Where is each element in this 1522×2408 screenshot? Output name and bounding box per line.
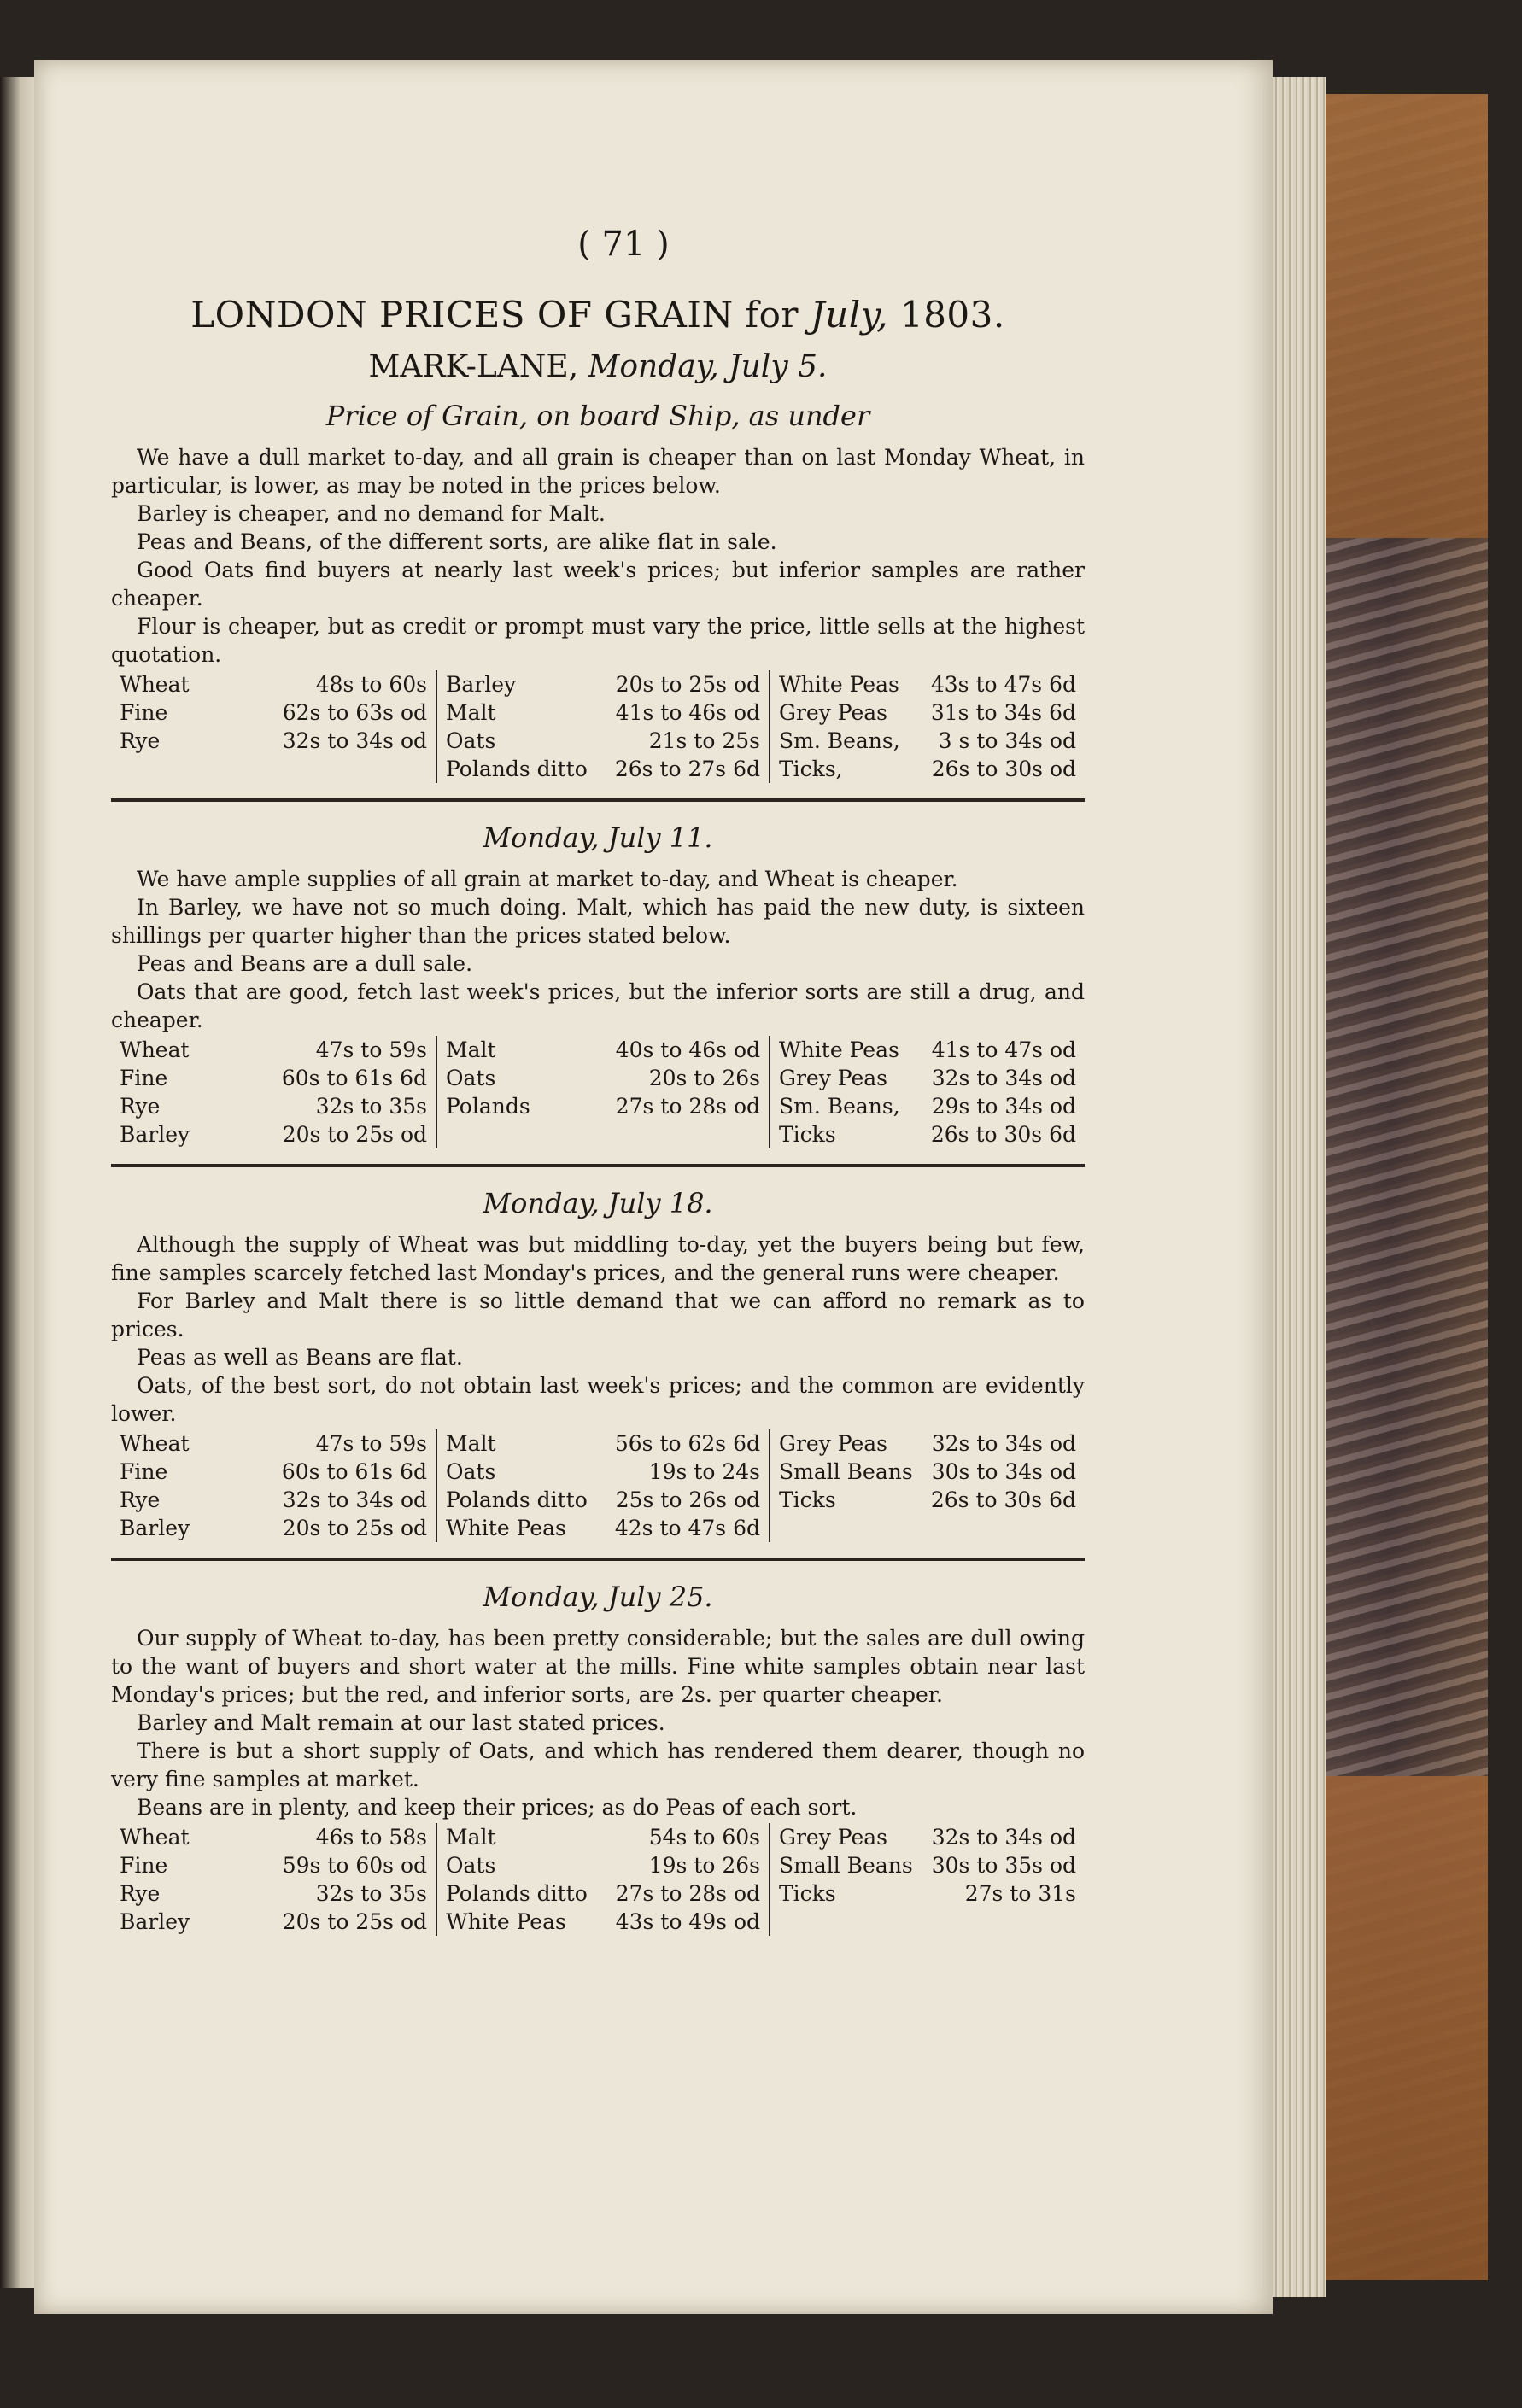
price-row <box>779 1064 1076 1092</box>
price-row <box>120 1120 427 1148</box>
price-column <box>111 1823 436 1936</box>
grain-price: 3 s to 34s od <box>938 728 1076 753</box>
grain-price: 46s to 58s <box>315 1825 427 1850</box>
report-paragraph: In Barley, we have not so much doing. Malt, which has paid the new duty, is sixteen shillings per quarter higher than the prices stated below. <box>111 895 1085 948</box>
price-row <box>120 698 427 727</box>
grain-name: Rye <box>120 728 161 753</box>
title-main: LONDON PRICES OF GRAIN for <box>190 294 811 336</box>
price-column <box>111 1036 436 1148</box>
grain-price: 40s to 46s od <box>615 1037 760 1062</box>
price-column <box>769 1036 1085 1148</box>
page-title <box>111 293 1085 337</box>
grain-price: 26s to 30s od <box>931 757 1076 781</box>
grain-price: 62s to 63s od <box>282 700 427 725</box>
grain-price: 32s to 34s od <box>282 1487 427 1512</box>
section-rule <box>111 798 1085 802</box>
price-column <box>436 1036 769 1148</box>
grain-price: 60s to 61s 6d <box>281 1459 427 1484</box>
grain-price: 26s to 27s 6d <box>614 757 760 781</box>
grain-name: White Peas <box>779 672 899 697</box>
section-rule <box>111 1164 1085 1167</box>
report-paragraph: Peas and Beans are a dull sale. <box>137 951 473 976</box>
price-row <box>446 1458 760 1486</box>
grain-name: Small Beans <box>779 1853 913 1878</box>
grain-name: Ticks <box>779 1487 836 1512</box>
price-row <box>120 1036 427 1064</box>
price-row <box>446 1064 760 1092</box>
market-subtitle <box>111 346 1085 389</box>
price-row <box>446 1851 760 1879</box>
grain-price: 32s to 35s <box>315 1881 427 1906</box>
grain-price: 41s to 47s od <box>931 1037 1076 1062</box>
grain-name: Fine <box>120 1853 168 1878</box>
grain-name: Barley <box>120 1909 190 1934</box>
grain-name: Oats <box>446 728 496 753</box>
grain-price: 19s to 26s <box>648 1853 760 1878</box>
price-row <box>446 1879 760 1908</box>
report-paragraph: There is but a short supply of Oats, and which has rendered them dearer, though no very fine samples at market. <box>111 1739 1085 1791</box>
grain-price: 27s to 28s od <box>615 1094 760 1119</box>
report-paragraph: Barley and Malt remain at our last stated prices. <box>137 1710 665 1735</box>
report-paragraph: Good Oats find buyers at nearly last week's prices; but inferior samples are rather cheaper. <box>111 558 1085 611</box>
price-table <box>111 1823 1085 1936</box>
price-table <box>111 1429 1085 1542</box>
report-paragraph: We have ample supplies of all grain at market to-day, and Wheat is cheaper. <box>137 867 958 891</box>
grain-price: 32s to 34s od <box>931 1431 1076 1456</box>
grain-price: 27s to 31s <box>964 1881 1076 1906</box>
price-row <box>446 698 760 727</box>
grain-name: Barley <box>446 672 517 697</box>
price-row <box>779 1851 1076 1879</box>
grain-price: 32s to 35s <box>315 1094 427 1119</box>
grain-name: White Peas <box>446 1909 566 1934</box>
week-heading: Monday, July 18. <box>483 1187 713 1219</box>
grain-price: 27s to 28s od <box>615 1881 760 1906</box>
price-row <box>120 1851 427 1879</box>
grain-name: Polands <box>446 1094 530 1119</box>
grain-price: 30s to 35s od <box>931 1853 1076 1878</box>
page-block-edges <box>1273 77 1326 2297</box>
price-column <box>436 1429 769 1542</box>
price-row <box>446 1036 760 1064</box>
grain-price: 59s to 60s od <box>282 1853 427 1878</box>
grain-price: 42s to 47s 6d <box>614 1516 760 1540</box>
price-column <box>769 670 1085 783</box>
week-section <box>111 443 1085 783</box>
price-column <box>111 670 436 783</box>
price-row <box>120 1429 427 1458</box>
facing-page-edge <box>0 77 34 2288</box>
grain-name: White Peas <box>779 1037 899 1062</box>
week-section <box>111 798 1085 1148</box>
grain-price: 31s to 34s 6d <box>930 700 1076 725</box>
grain-name: Small Beans <box>779 1459 913 1484</box>
section-rule <box>111 1558 1085 1561</box>
week-heading: Monday, July 25. <box>483 1581 713 1613</box>
grain-price: 30s to 34s od <box>931 1459 1076 1484</box>
grain-name: Rye <box>120 1881 161 1906</box>
grain-name: Rye <box>120 1487 161 1512</box>
price-row <box>779 755 1076 783</box>
report-paragraph: Our supply of Wheat to-day, has been pretty considerable; but the sales are dull owing to the want of buyers and short water at the mills. Fine white samples obtain near last Monday's prices; but the red, and inferior sorts, are 2s. per quarter cheaper. <box>111 1626 1085 1707</box>
grain-price: 48s to 60s <box>315 672 427 697</box>
cover-leather-top <box>1326 94 1488 538</box>
grain-name: Grey Peas <box>779 700 888 725</box>
grain-name: Grey Peas <box>779 1066 888 1090</box>
grain-price: 20s to 25s od <box>282 1122 427 1147</box>
subtitle-main: MARK-LANE, <box>368 349 588 384</box>
report-paragraph: Barley is cheaper, and no demand for Malt. <box>137 501 606 526</box>
week-section <box>111 1558 1085 1936</box>
grain-name: Malt <box>446 1037 496 1062</box>
grain-price: 20s to 25s od <box>282 1516 427 1540</box>
price-column <box>769 1429 1085 1542</box>
price-row <box>120 1092 427 1120</box>
report-paragraph: Peas and Beans, of the different sorts, are alike flat in sale. <box>137 529 777 554</box>
grain-name: Fine <box>120 1066 168 1090</box>
price-row <box>446 727 760 755</box>
grain-price: 56s to 62s 6d <box>614 1431 760 1456</box>
price-row <box>120 670 427 698</box>
price-table <box>111 1036 1085 1148</box>
cover-leather-bottom <box>1326 1776 1488 2280</box>
price-row <box>779 1879 1076 1908</box>
grain-name: Sm. Beans, <box>779 1094 900 1119</box>
grain-name: Oats <box>446 1459 496 1484</box>
grain-name: Oats <box>446 1853 496 1878</box>
grain-name: Malt <box>446 1825 496 1850</box>
grain-name: Grey Peas <box>779 1825 888 1850</box>
grain-name: Polands ditto <box>446 757 588 781</box>
report-paragraph: Oats, of the best sort, do not obtain last week's prices; and the common are evidently lower. <box>111 1373 1085 1426</box>
price-row <box>120 1823 427 1851</box>
grain-price: 47s to 59s <box>315 1431 427 1456</box>
price-row <box>446 1486 760 1514</box>
grain-price: 47s to 59s <box>315 1037 427 1062</box>
report-paragraph: For Barley and Malt there is so little demand that we can afford no remark as to prices. <box>111 1289 1085 1341</box>
grain-name: Oats <box>446 1066 496 1090</box>
grain-price: 43s to 47s 6d <box>930 672 1076 697</box>
price-row <box>779 727 1076 755</box>
price-column <box>769 1823 1085 1936</box>
price-row <box>446 1514 760 1542</box>
grain-name: Fine <box>120 1459 168 1484</box>
price-row <box>779 1458 1076 1486</box>
grain-name: Fine <box>120 700 168 725</box>
price-row <box>120 1458 427 1486</box>
price-row <box>120 1879 427 1908</box>
grain-name: Malt <box>446 1431 496 1456</box>
price-row <box>120 1486 427 1514</box>
grain-price: 20s to 26s <box>648 1066 760 1090</box>
grain-name: Malt <box>446 700 496 725</box>
grain-price: 26s to 30s 6d <box>930 1487 1076 1512</box>
week-heading: Monday, July 11. <box>483 821 713 854</box>
grain-name: Ticks <box>779 1881 836 1906</box>
grain-name: Ticks, <box>779 757 843 781</box>
week-section <box>111 1164 1085 1542</box>
grain-name: Wheat <box>120 1431 190 1456</box>
page-number: ( 71 ) <box>577 225 670 264</box>
price-row <box>120 1064 427 1092</box>
title-year: 1803. <box>888 294 1005 336</box>
price-row <box>446 1908 760 1936</box>
section-heading: Price of Grain, on board Ship, as under <box>325 400 870 432</box>
grain-price: 29s to 34s od <box>931 1094 1076 1119</box>
grain-name: Barley <box>120 1122 190 1147</box>
grain-price: 21s to 25s <box>648 728 760 753</box>
grain-name: Polands ditto <box>446 1881 588 1906</box>
grain-name: Rye <box>120 1094 161 1119</box>
report-paragraph: Beans are in plenty, and keep their prices; as do Peas of each sort. <box>137 1795 858 1820</box>
grain-name: Wheat <box>120 1825 190 1850</box>
grain-price: 54s to 60s <box>648 1825 760 1850</box>
grain-price: 41s to 46s od <box>615 700 760 725</box>
price-row <box>779 1823 1076 1851</box>
price-row <box>779 698 1076 727</box>
subtitle-date: Monday, July 5. <box>588 349 828 384</box>
price-row <box>779 670 1076 698</box>
grain-name: White Peas <box>446 1516 566 1540</box>
grain-price: 32s to 34s od <box>931 1066 1076 1090</box>
report-paragraph: We have a dull market to-day, and all grain is cheaper than on last Monday Wheat, in particular, is lower, as may be noted in the prices below. <box>111 445 1085 498</box>
report-paragraph: Flour is cheaper, but as credit or prompt must vary the price, little sells at the highest quotation. <box>111 614 1085 667</box>
price-row <box>779 1036 1076 1064</box>
grain-name: Wheat <box>120 1037 190 1062</box>
grain-price: 32s to 34s od <box>931 1825 1076 1850</box>
grain-name: Sm. Beans, <box>779 728 900 753</box>
price-row <box>446 670 760 698</box>
grain-name: Wheat <box>120 672 190 697</box>
price-row <box>779 1429 1076 1458</box>
price-table <box>111 670 1085 783</box>
grain-name: Grey Peas <box>779 1431 888 1456</box>
price-column <box>111 1429 436 1542</box>
price-row <box>446 1092 760 1120</box>
grain-name: Polands ditto <box>446 1487 588 1512</box>
price-row <box>446 755 760 783</box>
price-row <box>120 1908 427 1936</box>
price-row <box>120 727 427 755</box>
grain-price: 19s to 24s <box>648 1459 760 1484</box>
grain-name: Barley <box>120 1516 190 1540</box>
page-content <box>111 225 1085 1939</box>
title-month: July, <box>810 294 889 336</box>
grain-price: 43s to 49s od <box>615 1909 760 1934</box>
report-paragraph: Although the supply of Wheat was but middling to-day, yet the buyers being but few, fine samples scarcely fetched last Monday's prices, and the general runs were cheaper. <box>111 1232 1085 1285</box>
price-row <box>779 1120 1076 1148</box>
grain-price: 20s to 25s od <box>282 1909 427 1934</box>
price-row <box>779 1092 1076 1120</box>
grain-price: 26s to 30s 6d <box>930 1122 1076 1147</box>
price-row <box>120 1514 427 1542</box>
price-row <box>446 1429 760 1458</box>
report-paragraph: Peas as well as Beans are flat. <box>137 1345 463 1370</box>
grain-name: Ticks <box>779 1122 836 1147</box>
price-column <box>436 670 769 783</box>
grain-price: 25s to 26s od <box>615 1487 760 1512</box>
grain-price: 20s to 25s od <box>615 672 760 697</box>
price-row <box>446 1823 760 1851</box>
grain-price: 32s to 34s od <box>282 728 427 753</box>
grain-price: 60s to 61s 6d <box>281 1066 427 1090</box>
report-paragraph: Oats that are good, fetch last week's prices, but the inferior sorts are still a drug, and cheaper. <box>111 979 1085 1032</box>
price-row <box>779 1486 1076 1514</box>
price-column <box>436 1823 769 1936</box>
weekly-reports <box>111 443 1085 1936</box>
